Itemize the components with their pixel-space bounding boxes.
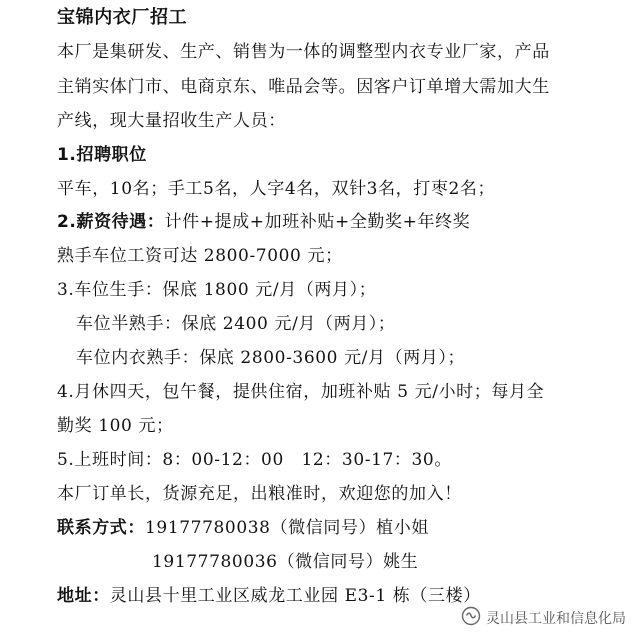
- wage-line-beginner: 3.车位生手：保底 1800 元/月（两月）；: [57, 280, 377, 300]
- section-jobs-body: 平车，10名；手工5名，人字4名，双针3名，打枣2名；: [57, 179, 496, 199]
- intro-line-2: 主销实体门市、电商京东、唯品会等。因客户订单增大需加大生: [57, 77, 550, 97]
- section-salary: [57, 210, 470, 234]
- wage-line-skilled: 车位内衣熟手：保底 2800-3600 元/月（两月）；: [76, 348, 466, 368]
- section-salary-note: 熟手车位工资可达 2800-7000 元；: [57, 246, 343, 266]
- contact-phone-2: 19177780036（微信同号）姚生: [152, 552, 419, 572]
- watermark: [461, 606, 626, 630]
- address-line: [57, 584, 481, 608]
- watermark-text: 灵山县工业和信息化局: [486, 611, 626, 627]
- wechat-channel-icon: [461, 606, 481, 630]
- contact-phone-1: 19177780038（微信同号）植小姐: [145, 518, 429, 538]
- section-salary-body: 计件+提成+加班补贴+全勤奖+年终奖: [164, 212, 471, 232]
- section-salary-heading: 2.薪资待遇：: [57, 212, 165, 232]
- contact-label: 联系方式：: [57, 518, 145, 538]
- address-text: 灵山县十里工业区威龙工业园 E3-1 栋（三楼）: [109, 586, 481, 606]
- benefits-line-2: 勤奖 100 元；: [57, 416, 174, 436]
- benefits-line-1: 4.月休四天，包午餐，提供住宿，加班补贴 5 元/小时；每月全: [57, 382, 545, 402]
- section-jobs-heading: 1.招聘职位: [57, 145, 147, 165]
- intro-line-3: 产线，现大量招收生产人员：: [57, 111, 286, 131]
- notice-title: 宝锦内衣厂招工: [57, 7, 188, 28]
- wage-line-semi-skilled: 车位半熟手：保底 2400 元/月（两月）；: [76, 314, 396, 334]
- intro-line-1: 本厂是集研发、生产、销售为一体的调整型内衣专业厂家，产品: [57, 42, 550, 62]
- closing-line: 本厂订单长，货源充足，出粮准时，欢迎您的加入！: [57, 484, 462, 504]
- address-label: 地址：: [57, 586, 110, 606]
- contact-line-1: [57, 516, 429, 540]
- working-hours: 5.上班时间：8：00-12：00 12：30-17：30。: [57, 450, 452, 470]
